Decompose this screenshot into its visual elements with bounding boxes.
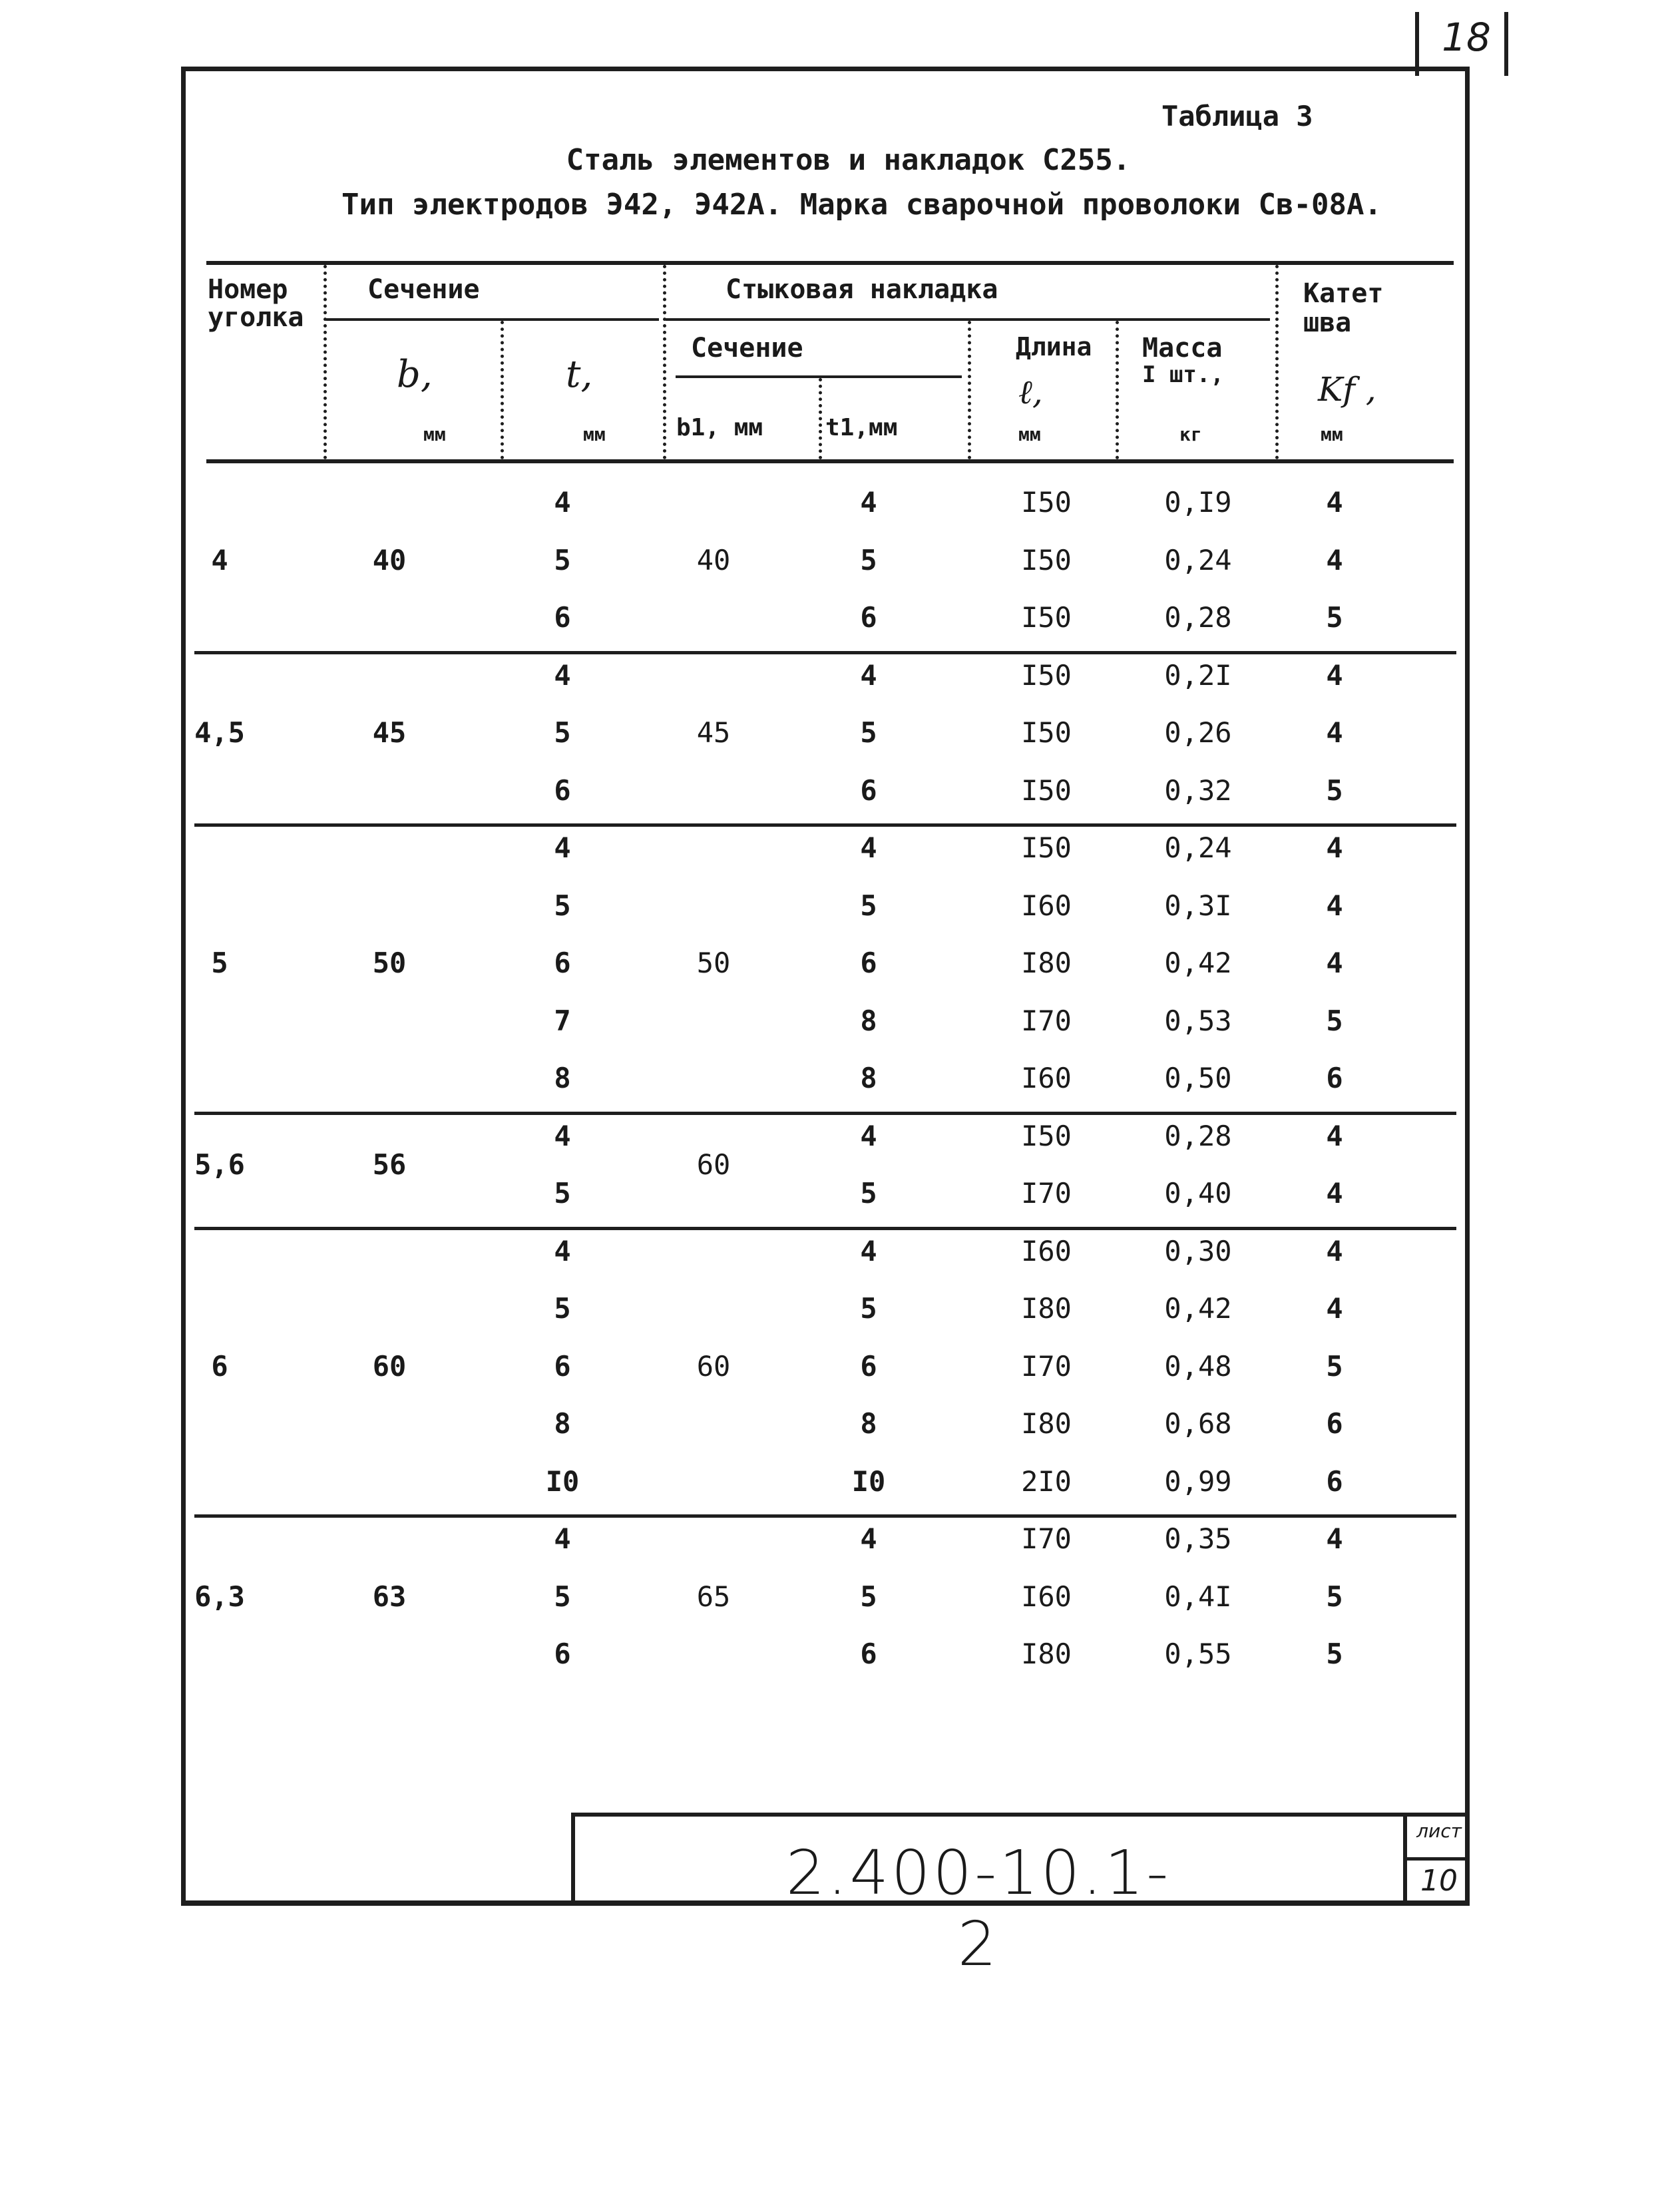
cell-t: 4 (554, 1522, 571, 1555)
cell-l: I80 (1021, 1407, 1072, 1440)
header-angle-no: Номер уголка (208, 274, 304, 333)
cell-t: 6 (554, 1638, 571, 1670)
cell-t1: 8 (860, 1062, 877, 1094)
title-block-sheet-rule (1407, 1857, 1470, 1861)
cell-kf: 5 (1326, 1349, 1343, 1383)
cell-l: I50 (1021, 486, 1072, 519)
cell-l: I60 (1021, 1580, 1072, 1613)
cell-t: 4 (554, 658, 571, 692)
header-mass-sub: I шт., (1142, 361, 1224, 388)
cell-t1: 4 (860, 486, 877, 519)
col-divider-1 (323, 265, 327, 459)
cell-b: 56 (372, 1148, 407, 1181)
cell-angle: 6 (211, 1349, 228, 1383)
cell-t1: 6 (860, 601, 877, 634)
document-code: 2.400-10.1-2 (785, 1837, 1171, 1980)
cell-t1: 5 (860, 1580, 877, 1613)
cell-t: 5 (554, 1177, 571, 1210)
cell-kf: 4 (1326, 831, 1343, 864)
cell-t: 5 (554, 889, 571, 922)
cell-t: 4 (554, 486, 571, 519)
cell-t: 8 (554, 1062, 571, 1094)
cell-t1: 6 (860, 1638, 877, 1670)
cell-b1: 45 (696, 716, 731, 749)
cell-l: I50 (1021, 831, 1072, 864)
sheet-number: 10 (1420, 1864, 1458, 1898)
cell-t: 4 (554, 1234, 571, 1267)
cell-angle: 6,3 (194, 1580, 245, 1613)
cell-t1: 6 (860, 774, 877, 807)
cell-m: 0,50 (1164, 1062, 1232, 1094)
cell-l: I80 (1021, 1292, 1072, 1325)
cell-angle: 4,5 (194, 716, 245, 749)
cell-t: 7 (554, 1004, 571, 1037)
cell-t1: 4 (860, 1119, 877, 1152)
cell-b1: 50 (696, 947, 731, 979)
cell-b: 63 (372, 1580, 407, 1613)
cell-l: 2I0 (1021, 1464, 1072, 1498)
cell-kf: 4 (1326, 1522, 1343, 1555)
cell-m: 0,24 (1164, 543, 1232, 576)
header-section: Сечение (367, 274, 480, 305)
cell-kf: 5 (1326, 774, 1343, 807)
cell-t1: 6 (860, 1349, 877, 1383)
cell-l: I50 (1021, 658, 1072, 692)
col-divider-3 (663, 265, 666, 459)
cell-t1: 4 (860, 658, 877, 692)
cell-m: 0,28 (1164, 1119, 1232, 1152)
cell-kf: 4 (1326, 543, 1343, 576)
sheet-number-top: 18 (1442, 15, 1491, 60)
cell-t1: 5 (860, 1292, 877, 1325)
header-t-unit: мм (583, 423, 606, 445)
cell-m: 0,4I (1164, 1580, 1232, 1613)
cell-l: I60 (1021, 1234, 1072, 1267)
cell-l: I80 (1021, 947, 1072, 979)
cell-m: 0,55 (1164, 1638, 1232, 1670)
cell-kf: 4 (1326, 1234, 1343, 1267)
cell-m: 0,I9 (1164, 486, 1232, 519)
cell-kf: 4 (1326, 889, 1343, 922)
cell-l: I80 (1021, 1638, 1072, 1670)
header-b: b, (397, 353, 433, 396)
col-divider-4 (819, 378, 822, 459)
header-leg: Катет (1303, 278, 1384, 309)
cell-l: I70 (1021, 1349, 1072, 1383)
header-splice-section: Сечение (691, 333, 803, 363)
header-b1: b1, мм (676, 414, 763, 441)
cell-m: 0,24 (1164, 831, 1232, 864)
cell-m: 0,40 (1164, 1177, 1232, 1210)
cell-b: 40 (372, 543, 407, 576)
header-kg: кг (1179, 423, 1202, 445)
cell-l: I70 (1021, 1177, 1072, 1210)
cell-b: 50 (372, 947, 407, 979)
group-divider-rule (194, 1112, 1456, 1115)
title-line-2: Тип электродов Э42, Э42А. Марка сварочной проволоки Св-08А. (341, 188, 1382, 222)
cell-m: 0,32 (1164, 774, 1232, 807)
cell-t: 8 (554, 1407, 571, 1440)
cell-t: 5 (554, 1580, 571, 1613)
cell-m: 0,3I (1164, 889, 1232, 922)
cell-t: 5 (554, 1292, 571, 1325)
cell-b1: 40 (696, 543, 731, 576)
cell-l: I50 (1021, 716, 1072, 749)
cell-kf: 6 (1326, 1062, 1343, 1094)
cell-l: I50 (1021, 774, 1072, 807)
header-leg2: шва (1303, 308, 1352, 338)
cell-t: 6 (554, 601, 571, 634)
header-mass: Масса (1142, 333, 1223, 363)
group-divider-rule (194, 1227, 1456, 1230)
header-length: Длина (1016, 332, 1092, 361)
header-bottom-rule (206, 459, 1454, 463)
cell-kf: 5 (1326, 1580, 1343, 1613)
group-divider-rule (194, 1514, 1456, 1518)
cell-t: I0 (545, 1464, 580, 1498)
cell-t1: 5 (860, 889, 877, 922)
cell-l: I50 (1021, 1119, 1072, 1152)
cell-t1: 5 (860, 543, 877, 576)
cell-t1: 4 (860, 1522, 877, 1555)
cell-t1: I0 (851, 1464, 886, 1498)
col-divider-7 (1275, 265, 1279, 459)
cell-kf: 4 (1326, 658, 1343, 692)
cell-t: 6 (554, 1349, 571, 1383)
sheet-label: лист (1416, 1820, 1462, 1842)
title-line-1: Сталь элементов и накладок С255. (566, 143, 1131, 177)
cell-m: 0,26 (1164, 716, 1232, 749)
cell-kf: 5 (1326, 601, 1343, 634)
cell-m: 0,35 (1164, 1522, 1232, 1555)
cell-m: 0,30 (1164, 1234, 1232, 1267)
col-divider-2 (501, 321, 504, 459)
cell-b1: 65 (696, 1580, 731, 1613)
group-divider-rule (194, 651, 1456, 654)
col-divider-5 (968, 321, 971, 459)
cell-kf: 5 (1326, 1004, 1343, 1037)
header-kf: Kf , (1318, 370, 1376, 409)
header-l: ℓ, (1018, 373, 1043, 411)
cell-kf: 4 (1326, 1119, 1343, 1152)
cell-m: 0,28 (1164, 601, 1232, 634)
cell-m: 0,68 (1164, 1407, 1232, 1440)
header-t: t, (566, 353, 593, 396)
cell-t1: 8 (860, 1004, 877, 1037)
header-t1: t1,мм (825, 414, 898, 441)
cell-kf: 4 (1326, 486, 1343, 519)
cell-m: 0,99 (1164, 1464, 1232, 1498)
cell-t1: 6 (860, 947, 877, 979)
cell-t1: 4 (860, 1234, 877, 1267)
cell-angle: 4 (211, 543, 228, 576)
cell-m: 0,42 (1164, 947, 1232, 979)
header-kf-unit: мм (1321, 423, 1343, 445)
cell-t: 5 (554, 543, 571, 576)
cell-l: I60 (1021, 1062, 1072, 1094)
cell-t: 4 (554, 831, 571, 864)
cell-t: 4 (554, 1119, 571, 1152)
cell-t1: 4 (860, 831, 877, 864)
cell-kf: 4 (1326, 716, 1343, 749)
header-b-unit: мм (423, 423, 446, 445)
cell-t: 6 (554, 774, 571, 807)
cell-t: 6 (554, 947, 571, 979)
cell-kf: 4 (1326, 1292, 1343, 1325)
cell-l: I50 (1021, 543, 1072, 576)
cell-l: I50 (1021, 601, 1072, 634)
cell-t1: 5 (860, 1177, 877, 1210)
cell-l: I60 (1021, 889, 1072, 922)
cell-kf: 6 (1326, 1464, 1343, 1498)
col-divider-6 (1116, 321, 1119, 459)
cell-b: 60 (372, 1349, 407, 1383)
table-label: Таблица 3 (1161, 100, 1313, 132)
cell-kf: 4 (1326, 947, 1343, 979)
cell-b1: 60 (696, 1148, 731, 1181)
cell-t1: 8 (860, 1407, 877, 1440)
cell-b: 45 (372, 716, 407, 749)
cell-m: 0,53 (1164, 1004, 1232, 1037)
cell-t: 5 (554, 716, 571, 749)
header-l-unit: мм (1018, 423, 1041, 445)
cell-kf: 5 (1326, 1638, 1343, 1670)
cell-kf: 4 (1326, 1177, 1343, 1210)
cell-m: 0,48 (1164, 1349, 1232, 1383)
header-splice: Стыковая накладка (726, 274, 998, 305)
group-divider-rule (194, 823, 1456, 827)
cell-m: 0,2I (1164, 658, 1232, 692)
cell-b1: 60 (696, 1349, 731, 1383)
cell-m: 0,42 (1164, 1292, 1232, 1325)
cell-l: I70 (1021, 1522, 1072, 1555)
table-top-rule (206, 261, 1454, 265)
cell-t1: 5 (860, 716, 877, 749)
cell-angle: 5 (211, 947, 228, 979)
cell-l: I70 (1021, 1004, 1072, 1037)
cell-angle: 5,6 (194, 1148, 245, 1181)
cell-kf: 6 (1326, 1407, 1343, 1440)
section-sub-rule (326, 318, 659, 321)
